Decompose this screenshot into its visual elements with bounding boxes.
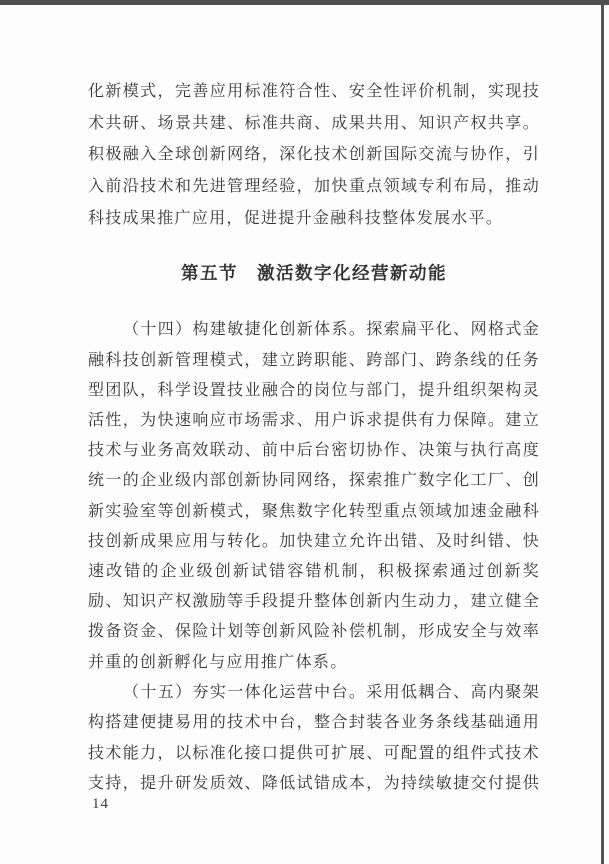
body-text-line: 统一的企业级内部创新协同网络，探索推广数字化工厂、创 (88, 472, 540, 490)
body-text-line: 术共研、场景共建、标准共商、成果共用、知识产权共享。 (88, 114, 540, 132)
body-text-line: 融科技创新管理模式，建立跨职能、跨部门、跨条线的任务 (88, 351, 540, 369)
body-text-line: 活性，为快速响应市场需求、用户诉求提供有力保障。建立 (88, 412, 540, 429)
body-text-line: （十四）构建敏捷化创新体系。探索扁平化、网格式金 (123, 321, 540, 339)
body-text-line: 速改错的企业级创新试错容错机制，积极探索通过创新奖 (88, 562, 540, 580)
body-text-line: 技创新成果应用与转化。加快建立允许出错、及时纠错、快 (88, 532, 540, 550)
body-text-line: 型团队，科学设置技业融合的岗位与部门，提升组织架构灵 (88, 381, 540, 399)
page-text-body (88, 76, 540, 800)
body-text-line: 入前沿技术和先进管理经验，加快重点领域专利布局，推动 (88, 178, 540, 196)
body-text-line: 并重的创新孵化与应用推广体系。 (88, 653, 348, 671)
body-text-line: 科技成果推广应用，促进提升金融科技整体发展水平。 (88, 209, 504, 227)
body-text-line: 技术能力，以标准化接口提供可扩展、可配置的组件式技术 (88, 744, 540, 762)
body-text-line: 积极融入全球创新网络，深化技术创新国际交流与协作，引 (88, 146, 540, 164)
body-text-line: （十五）夯实一体化运营中台。采用低耦合、高内聚架 (123, 683, 540, 701)
paragraph-item-15 (88, 678, 540, 800)
scan-top-edge (0, 0, 609, 5)
body-text-line: 化新模式，完善应用标准符合性、安全性评价机制，实现技 (88, 83, 540, 100)
section-heading: 第五节 激活数字化经营新动能 (181, 263, 447, 284)
page-number: 14 (92, 796, 109, 812)
body-text-line: 拨备资金、保险计划等创新风险补偿机制，形成安全与效率 (88, 623, 540, 641)
body-text-line: 励、知识产权激励等手段提升整体创新内生动力，建立健全 (88, 593, 540, 611)
intro-paragraph (88, 76, 540, 234)
body-text-line: 构搭建便捷易用的技术中台，整合封装各业务条线基础通用 (88, 714, 540, 732)
scan-right-edge (601, 5, 604, 864)
body-text-line: 新实验室等创新模式，聚焦数字化转型重点领域加速金融科 (88, 502, 540, 520)
body-text-line: 技术与业务高效联动、前中后台密切协作、决策与执行高度 (88, 442, 540, 460)
paragraph-item-14 (88, 315, 540, 677)
body-text-line: 支持，提升研发质效、降低试错成本，为持续敏捷交付提供 (88, 775, 540, 793)
